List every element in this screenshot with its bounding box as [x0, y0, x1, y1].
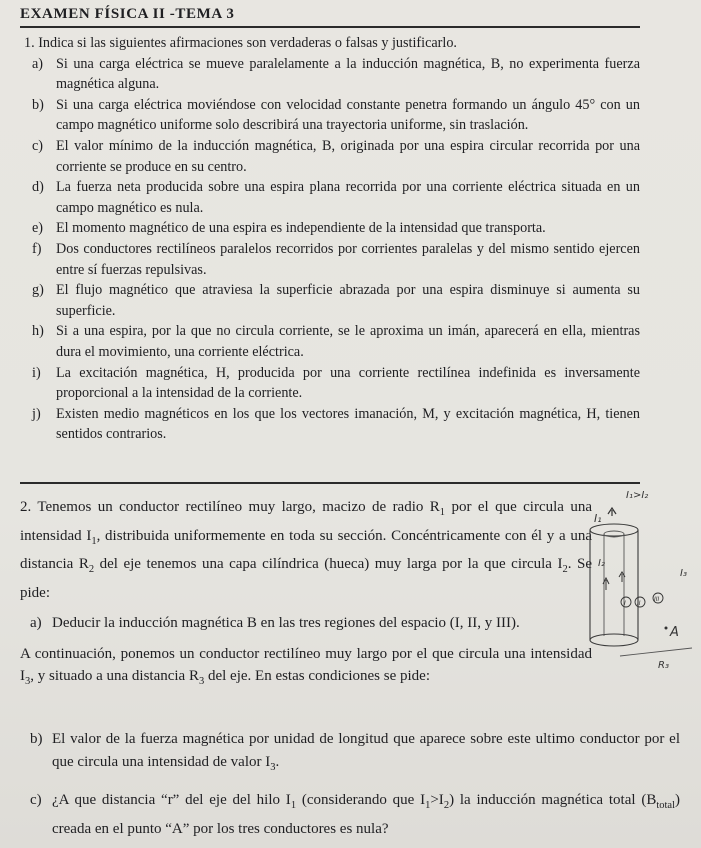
title-underline [20, 26, 640, 28]
question-2c: c) ¿A que distancia “r” del eje del hilo $I_1$ (considerando que $I_1>I_2$) la inducción magnética total $(B_{total})$ creada en el punto “A” por los tres conductores es nula? [30, 792, 680, 837]
question-1-item: g) El flujo magnético que atraviesa la superficie abrazada por una espira disminuye si aumenta su superficie. [32, 282, 640, 319]
region-ii: II [637, 600, 641, 607]
label-r3: R₃ [658, 660, 669, 671]
question-2-bc [20, 728, 680, 840]
question-2-intro: 2. Tenemos un conductor rectilíneo muy largo, macizo de radio $R_1$ por el que circula una intensidad $I_1$, distribuida uniformemente en toda su sección. Concéntricamente con él y a una distancia $R_2$ del eje tenemos una capa cilíndrica (hueca) muy larga por la que circula $I_2$. Se pide: [20, 499, 592, 601]
question-1-item: c) El valor mínimo de la inducción magnética, B, originada por una espira circular recorrida por una corriente se produce en su centro. [32, 137, 640, 175]
label-i2: I₂ [598, 558, 605, 569]
label-i3: I₃ [680, 568, 687, 579]
question-1-item: f) Dos conductores rectilíneos paralelos recorridos por corrientes paralelas y del mismo sentido ejercen entre sí fuerzas repulsivas. [32, 240, 640, 278]
section-divider [20, 482, 640, 484]
question-1-item: h) Si a una espira, por la que no circula corriente, se le aproxima un imán, aparecerá en ella, mientras dura el movimiento, una corriente eléctrica. [32, 323, 640, 360]
label-point-a: A [670, 625, 679, 640]
region-i: I [624, 600, 626, 607]
question-2b: b) El valor de la fuerza magnética por unidad de longitud que aparece sobre este ultimo conductor por el que circula una intensidad de valor $I_3$. [30, 731, 680, 773]
question-1 [20, 33, 640, 445]
question-2-continuation: A continuación, ponemos un conductor rectilíneo muy largo por el que circula una intensidad $I_3$, y situado a una distancia $R_3$ del eje. En estas condiciones se pide: [20, 645, 592, 687]
question-1-item: d) La fuerza neta producida sobre una espira plana recorrida por una corriente eléctrica situada en un campo magnético es nula. [32, 179, 640, 216]
region-iii: III [654, 596, 660, 603]
question-1-item: j) Existen medio magnéticos en los que los vectores imanación, M, y excitación magnética, H, tienen sentidos contrarios. [32, 405, 640, 443]
question-1-item: i) La excitación magnética, H, producida por una corriente rectilínea indefinida es inversamente proporcional a la intensidad de la corriente. [32, 364, 640, 402]
question-2 [20, 496, 592, 694]
question-2a: a) Deducir la inducción magnética B en las tres regiones del espacio (I, II, y III). [30, 615, 520, 631]
question-1-item: e) El momento magnético de una espira es independiente de la intensidad que transporta. [32, 220, 546, 237]
cylinder-diagram [586, 480, 701, 690]
question-1-item: a) Si una carga eléctrica se mueve paralelamente a la inducción magnética, B, no experimenta fuerza magnética alguna. [32, 55, 640, 93]
label-i1: I₁ [594, 512, 602, 525]
question-1-item: b) Si una carga eléctrica moviéndose con velocidad constante penetra formando un ángulo 45° con un campo magnético uniforme solo describirá una trayectoria uniforme, sin traslación. [32, 96, 640, 134]
question-1-stem: 1. Indica si las siguientes afirmaciones son verdaderas o falsas y justificarlo. [24, 35, 457, 51]
exam-title: EXAMEN FÍSICA II -TEMA 3 [20, 6, 235, 22]
label-i1-gt-i2: I₁>I₂ [626, 490, 649, 501]
